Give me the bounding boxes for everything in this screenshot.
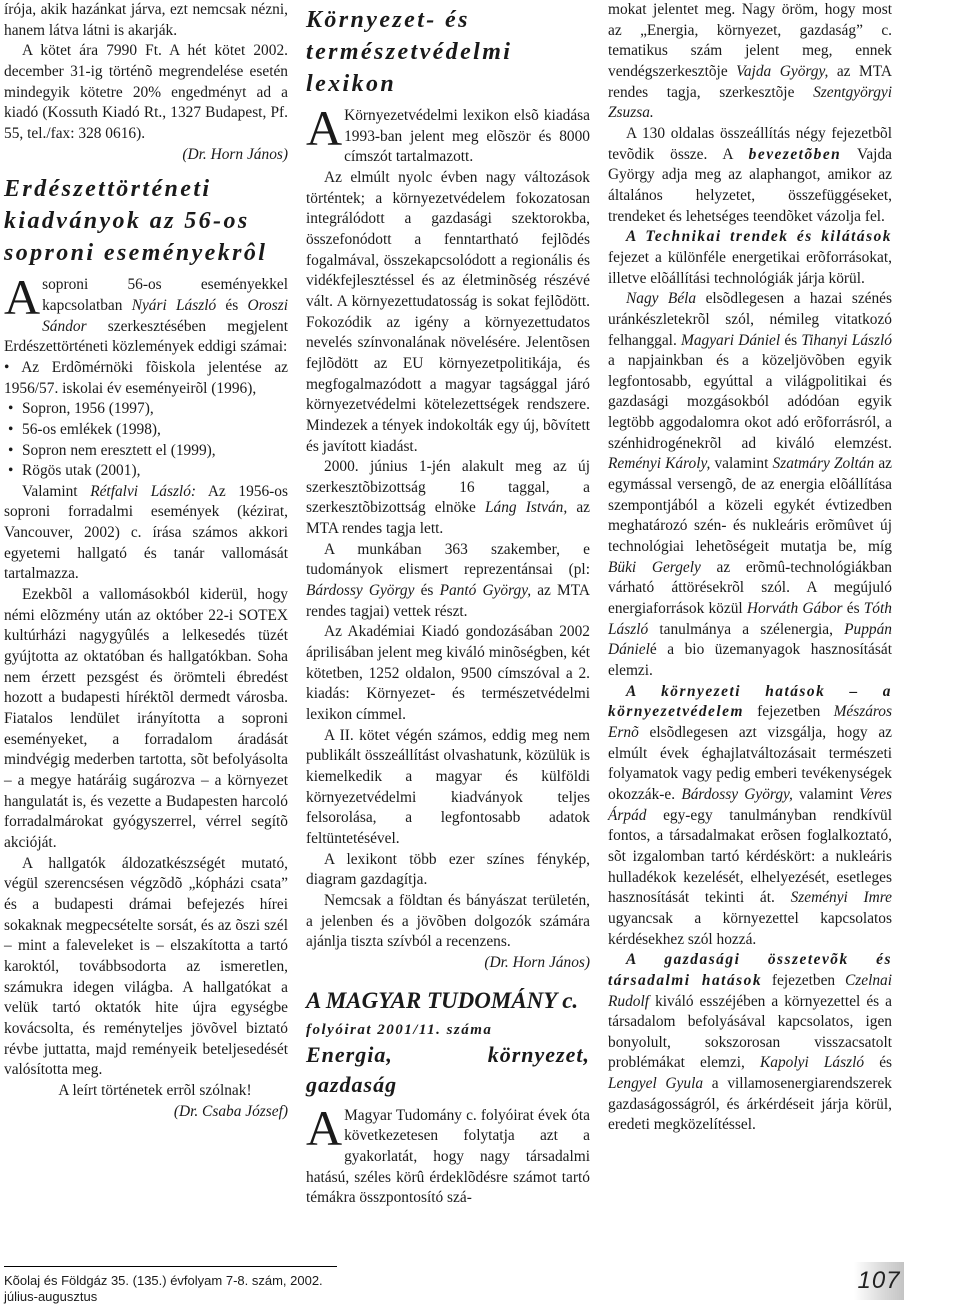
bullet-item: • Sopron, 1956 (1997), xyxy=(4,399,288,420)
page-footer: Kõolaj és Földgáz 35. (135.) évfolyam 7-8. szám, 2002. július-augusztus xyxy=(4,1266,337,1305)
paragraph: A munkában 363 szakember, e tudományok elismert reprezentánsai (pl: Bárdossy György és Pantó György, az MTA rendes tagjai) vettek részt. xyxy=(306,540,590,620)
paragraph: A környezeti hatások – a környezetvédelem fejezetben Mészáros Ernõ elsõdlegesen azt vizsgálja, hogy az elmúlt évek éghajlatváltozásait természeti folyamatok vagy pedig emberi tevékenységek okozzák-e. Bárdossy György, valamint Veres Árpád egy-egy tanulmányban rendkívül fontos, a társadalmakat erõsen foglalkoztató, sõt izgalomban tartó kérdéskört: a nukleáris hulladékok kezelését, elhelyezését, esetleges hasznosítását tekinti át. Szeményi Imre ugyancsak a környezettel kapcsolatos kérdésekhez szól hozzá. xyxy=(608,682,893,948)
paragraph: Valamint Rétfalvi László: Az 1956-os soproni forradalmi események (kézirat, Vancouver, 2002) c. írása számos akkori egyetemi hallgató és tanár vallomását tartalmazza. xyxy=(4,482,288,583)
article-title: Környezet- és természetvédelmi lexikon xyxy=(306,7,513,97)
page-number: 107 xyxy=(854,1262,904,1300)
section-title: A MAGYAR TUDOMÁNY c. xyxy=(306,987,579,1013)
signature: (Dr. Horn János) xyxy=(484,953,590,971)
paragraph: Nagy Béla elsõdlegesen a hazai szénés uránkészletekrõl szól, némileg vitatkozó felhanggal. Magyari Dániel és Tihanyi László a napjainkban és a közeljövõben egyik legfontosabb, egyúttal a világpolitikai és gazdasági mozgásokból adódóan egyik legtöbb aggodalomra okot adó erõforrásról, a szénhidrogénekrõl ad kiváló elemzést. Reményi Károly, valamint Szatmáry Zoltán az egymással versengõ, de az energia elõállítása szempontjából a közeli egykét évtizedben meghatározó szén- és nukleáris erõmûvet új technológiai lehetõségeit mutatja be, míg Büki Gergely az erõmû-technológiákban várható áttörésekrõl szól. A megújuló energiaforrások közül Horváth Gábor és Tóth László tanulmánya a szélenergia, Puppán Dánielé a bio üzemanyagok hasznosítását elemzi. xyxy=(608,290,892,679)
paragraph: Az elmúlt nyolc évben nagy változások történtek; a környezetvédelem fokozatosan integrálódott a gazdasági szektorokba, összefonódott a fenntartható fejlõdés fogalmával, összekapcsolódott a regionális és vidékfejlesztéssel és az életminõség részévé vált. A környezettudatosság is sokat fejlõdött. Fokozódik az igény a környezettudatos nevelés színvonalának növelésére. Jelentõsen fejlõdött az EU környezetpolitikája, és megfogalmazódott a magyar tagsággal járó környezetvédelmi kötelezettségek rendszere. Mindezek a tények indokolták egy új, bõvített és javított kiadást. xyxy=(306,168,590,455)
bullet-item: • Az Erdõmérnöki fõiskola jelentése az 1956/57. iskolai év eseményeirõl (1996), xyxy=(4,358,288,397)
paragraph: írója, akik hazánkat járva, ezt nemcsak nézni, hanem látva látni is akarják. xyxy=(4,1,288,39)
column-1 xyxy=(4,0,288,1122)
paragraph: A gazdasági összetevõk és társadalmi hatások fejezetben Czelnai Rudolf kiváló esszéjében a környezettel és a társadalom befolyásával kapcsolatos, igen bonyolult, sokszorosan visszacsatolt problémákat elemzi, Kapolyi László és Lengyel Gyula a villamosenergiarendszerek gazdaságosságról, és árkérdéseit járja körül, eredeti megközelítéssel. xyxy=(608,951,893,1134)
paragraph: 2000. június 1-jén alakult meg az új szerkesztõbizottság 16 taggal, a szerkesztõbizottság elnöke Láng István, az MTA rendes tagja lett. xyxy=(306,458,590,538)
lead-paragraph: A Magyar Tudomány c. folyóirat évek óta következetesen folytatja azt a gyakorlatát, hogy nagy társadalmi hatású, széles körû érdeklõdésre számot tartó témákra összpontosító szá- xyxy=(306,1099,590,1207)
paragraph: A kötet ára 7990 Ft. A hét kötet 2002. december 31-ig történõ megrendelése esetén mindegyik kötetre 20% engedményt ad a kiadó (Kossuth Kiadó Rt., 1327 Budapest, Pf. 55, tel./fax: 328 0616). xyxy=(4,42,288,142)
paragraph: A Technikai trendek és kilátások fejezet a különféle energetikai erõforrásokat, illetve elõállítási technológiák járja körül. xyxy=(608,228,892,287)
paragraph: A hallgatók áldozatkészségét mutató, végül szerencsésen végzõdõ „kópházi csata” és a budapesti drámai befejezés hírei sokaknak megpecsételte sorsát, és az õszi szél – mint a faleveleket is – elszakította a tartó karoktól, továbbsodorta az ismeretlen, számukra idegen világba. A hallgatókat a velük tartó oktatók hite újra egységbe kovácsolta, és reményteljes jövõvel biztató révbe juttatta, majd reményeik beteljesedését valósította meg. xyxy=(4,854,288,1079)
drop-cap: A xyxy=(4,269,41,326)
column-3 xyxy=(608,0,892,1136)
bullet-item: • Rögös utak (2001), xyxy=(4,461,288,482)
drop-cap: A xyxy=(306,100,343,156)
lead-paragraph: A Környezetvédelmi lexikon elsõ kiadása 1993-ban jelent meg elõször és 8000 címszót tartalmazott. xyxy=(306,100,590,166)
paragraph: Az Akadémiai Kiadó gondozásában 2002 áprilisában jelent meg kiváló minõségben, két kötetben, 1252 oldalon, 9500 címszóval a 2. kiadás: Környezet- és természetvédelmi lexikon címmel. xyxy=(306,623,590,724)
paragraph: A II. kötet végén számos, eddig meg nem publikált összeállítást olvashatunk, közülük is kiemelkedik a magyar és külföldi környezetvédelmi kiadványok teljes felsorolása, a legfontosabb adatok feltüntetésével. xyxy=(306,726,590,847)
signature: (Dr. Csaba József) xyxy=(173,1102,288,1120)
drop-cap: A xyxy=(306,1099,343,1156)
section-subtitle: folyóirat 2001/11. száma xyxy=(306,1021,493,1038)
bullet-list xyxy=(4,399,288,482)
paragraph: A leírt történetek errõl szólnak! xyxy=(58,1081,252,1099)
paragraph: mokat jelentet meg. Nagy öröm, hogy most az „Energia, környezet, gazdaság” c. tematikus szám jelent meg, ennek vendégszerkesztõje Vajda György, az MTA rendes tagja, szerkesztõje Szentgyörgyi Zsuzsa. xyxy=(608,1,892,122)
lead-paragraph: Asoproni 56-os eseményekkel kapcsolatban Nyári László és Oroszi Sándor szerkesztésében megjelent Erdészettörténeti közlemények eddigi számai: xyxy=(4,269,288,356)
bullet-item: • Sopron nem eresztett el (1999), xyxy=(4,441,288,462)
signature: (Dr. Horn János) xyxy=(182,145,288,163)
article-title: Energia, környezet, gazdaság xyxy=(306,1041,590,1097)
bullet-item: • 56-os emlékek (1998), xyxy=(4,420,288,441)
paragraph: A 130 oldalas összeállítás négy fejezetbõl tevõdik össze. A bevezetõben Vajda György adja meg az alaphangot, amikor az általános helyzetet, összefüggéseket, trendeket és lehetséges teendõket vázolja fel. xyxy=(608,124,892,225)
article-title: Erdészettörténeti kiadványok az 56-os soproni eseményekrôl xyxy=(4,176,268,267)
column-2 xyxy=(306,4,590,1209)
paragraph: Ezekbõl a vallomásokból kiderül, hogy némi elõzmény után az október 22-i SOTEX kultúrházi nagygyûlés a lelkesedés tüzét gyújtotta az oktatóban és hallgatókban. Soha nem érzett pezsgést és örömteli ébredést hozott a budapesti híréktõl dermedt városba. Fiatalos lendület irányította a soproni eseményeket, a forradalom áradását mindvégig mederben tartotta, sõt befolyásolta – a megye határáig sugározva – a környezet hangulatát is, és vezette a Budapesten harcoló forradalmárokat gyógyszerrel, vérrel segítõ akcióját. xyxy=(4,586,288,851)
paragraph: Nemcsak a földtan és bányászat területén, a jelenben és a jövõben dolgozók számára ajánlja tiszta szívból a recenzens. xyxy=(306,891,590,951)
paragraph: A lexikont több ezer színes fénykép, diagram gazdagítja. xyxy=(306,850,590,889)
